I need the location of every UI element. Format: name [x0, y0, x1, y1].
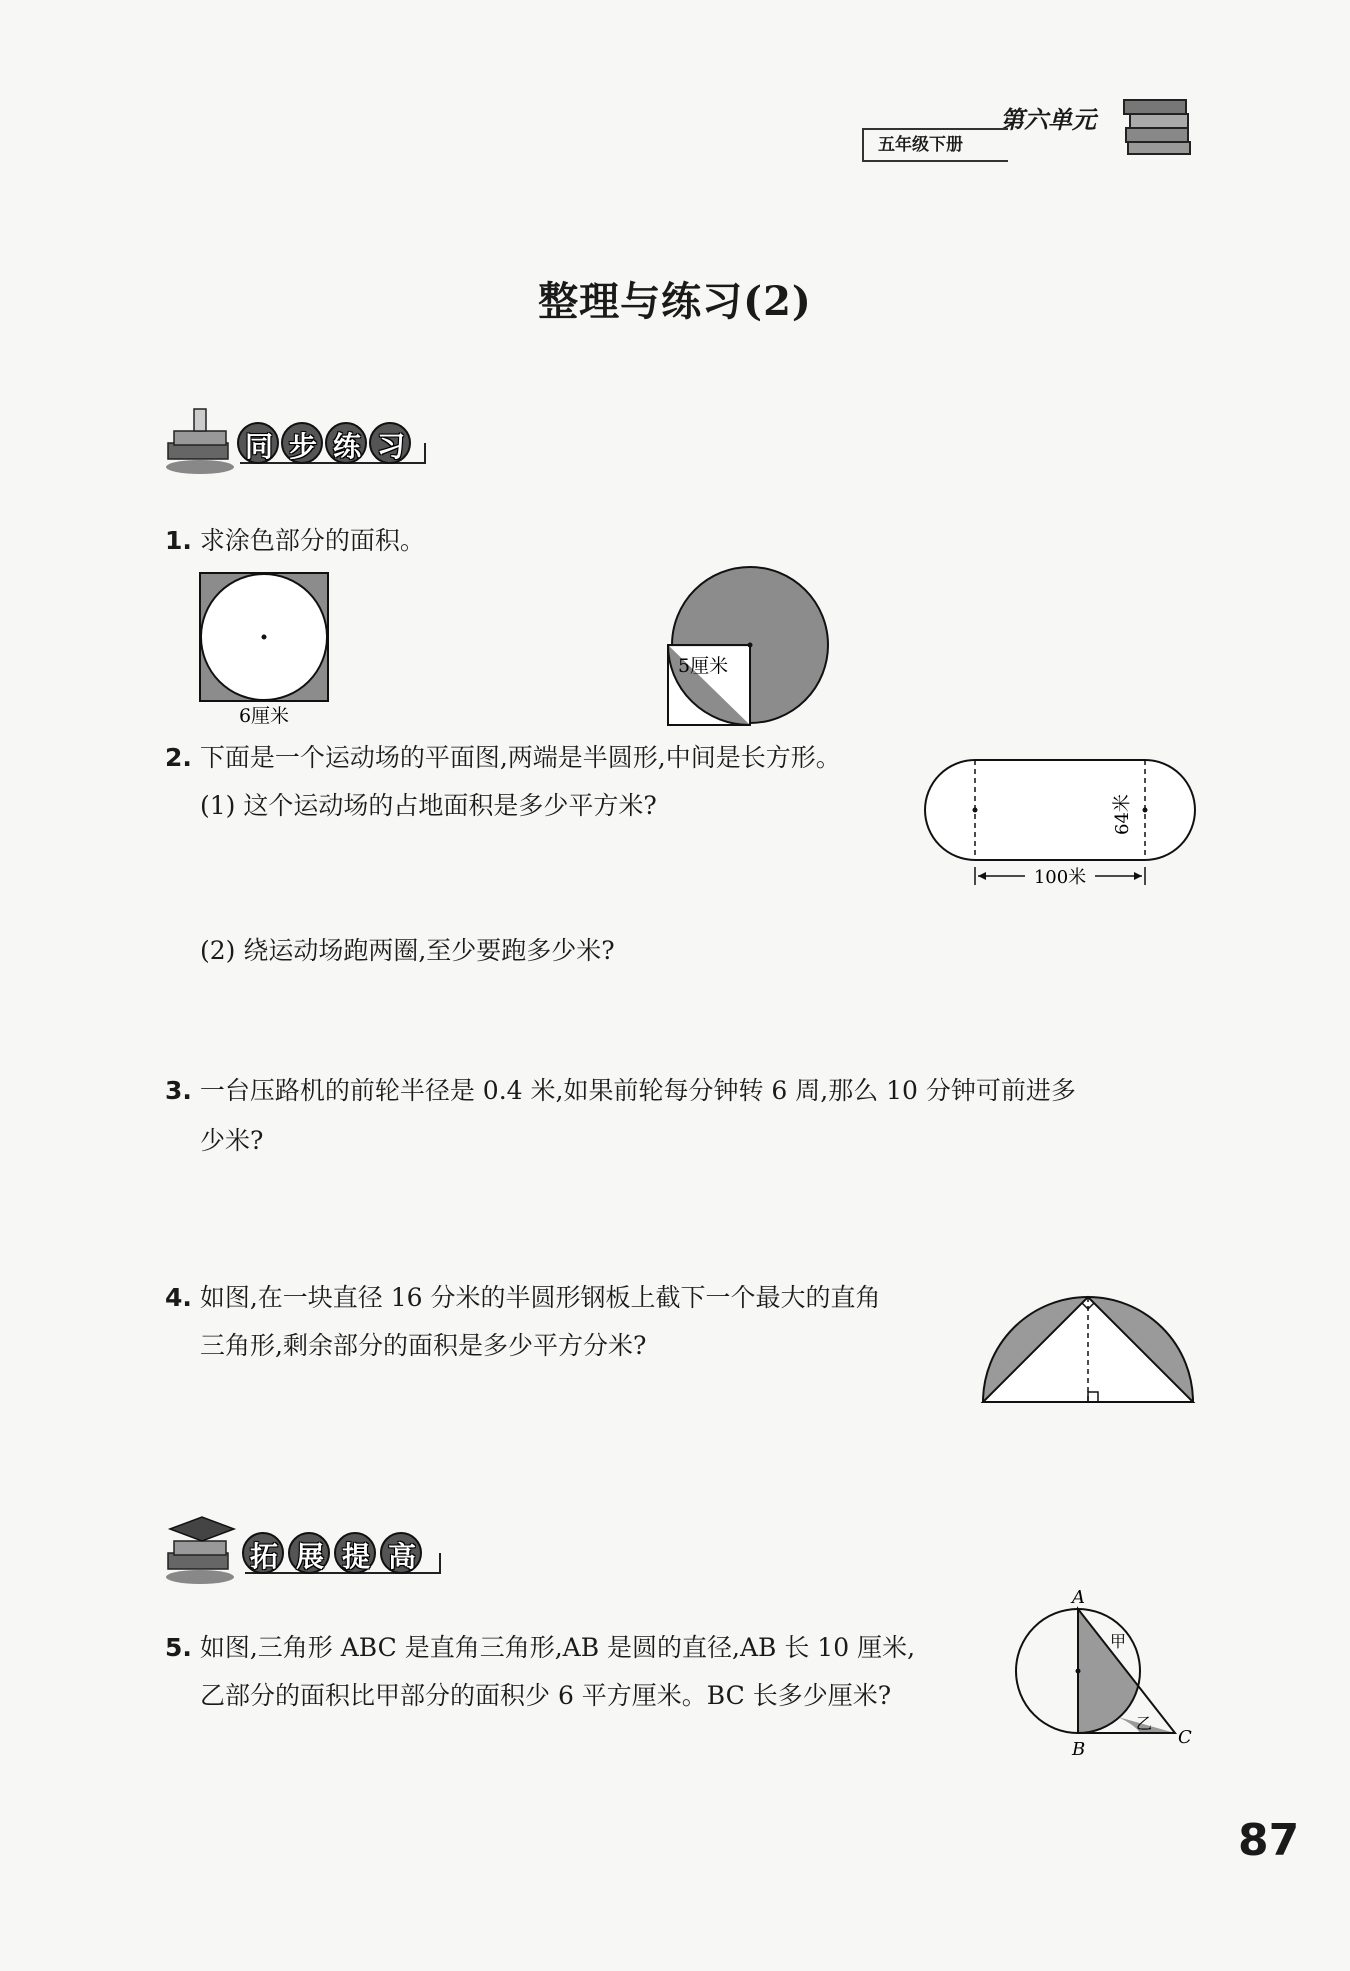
section-practice-badge	[160, 405, 435, 475]
question-3-line-2: 少米?	[200, 1126, 264, 1155]
question-number: 5.	[165, 1633, 192, 1662]
section-extension-badge	[160, 1515, 445, 1585]
figure-2-track	[920, 755, 1200, 895]
question-number: 3.	[165, 1076, 192, 1105]
question-text-line-1: 一台压路机的前轮半径是 0.4 米,如果前轮每分钟转 6 周,那么 10 分钟可前进多	[199, 1076, 1076, 1105]
books-icon	[1118, 92, 1198, 162]
question-number: 4.	[165, 1283, 192, 1312]
question-1	[165, 518, 425, 564]
page-title: 整理与练习(2)	[538, 278, 812, 325]
question-5-line-2: 乙部分的面积比甲部分的面积少 6 平方厘米。BC 长多少厘米?	[200, 1681, 892, 1710]
figure-5-label-yi: 乙	[1136, 1714, 1153, 1733]
question-text: 求涂色部分的面积。	[199, 526, 425, 555]
question-2-sub-2: (2) 绕运动场跑两圈,至少要跑多少米?	[200, 936, 615, 965]
lamp-books-icon	[160, 405, 240, 477]
question-number: 1.	[165, 526, 192, 555]
question-3	[165, 1068, 1076, 1114]
question-text: 下面是一个运动场的平面图,两端是半圆形,中间是长方形。	[199, 743, 841, 772]
figure-5-label-a: A	[1072, 1587, 1085, 1608]
section-extension-label: 拓展提高	[250, 1540, 435, 1573]
figure-5-label-b: B	[1072, 1739, 1086, 1760]
question-text-line-1: 如图,在一块直径 16 分米的半圆形钢板上截下一个最大的直角	[199, 1283, 881, 1312]
figure-4-semicircle	[978, 1290, 1198, 1410]
page-number: 87	[1238, 1815, 1300, 1866]
figure-5-circle-triangle	[1000, 1575, 1200, 1765]
figure-1a-label: 6厘米	[238, 705, 290, 727]
grade-label: 五年级下册	[862, 128, 1008, 162]
question-4-line-2: 三角形,剩余部分的面积是多少平方分米?	[200, 1331, 647, 1360]
graduation-cap-icon	[160, 1515, 240, 1587]
question-number: 2.	[165, 743, 192, 772]
unit-label: 第六单元	[1000, 106, 1096, 134]
question-2	[165, 735, 841, 781]
question-text-line-1: 如图,三角形 ABC 是直角三角形,AB 是圆的直径,AB 长 10 厘米,	[199, 1633, 916, 1662]
figure-1b-label: 5厘米	[678, 655, 729, 677]
question-4	[165, 1275, 881, 1321]
question-2-sub-1: (1) 这个运动场的占地面积是多少平方米?	[200, 791, 657, 820]
question-5	[165, 1625, 915, 1671]
figure-2-length-label: 100米	[1033, 867, 1087, 888]
figure-5-label-jia: 甲	[1110, 1632, 1127, 1651]
figure-5-label-c: C	[1178, 1727, 1192, 1748]
figure-1a	[195, 568, 335, 728]
figure-1b	[660, 560, 830, 730]
section-practice-label: 同步练习	[245, 430, 422, 463]
figure-2-height-label: 64米	[1112, 794, 1133, 835]
